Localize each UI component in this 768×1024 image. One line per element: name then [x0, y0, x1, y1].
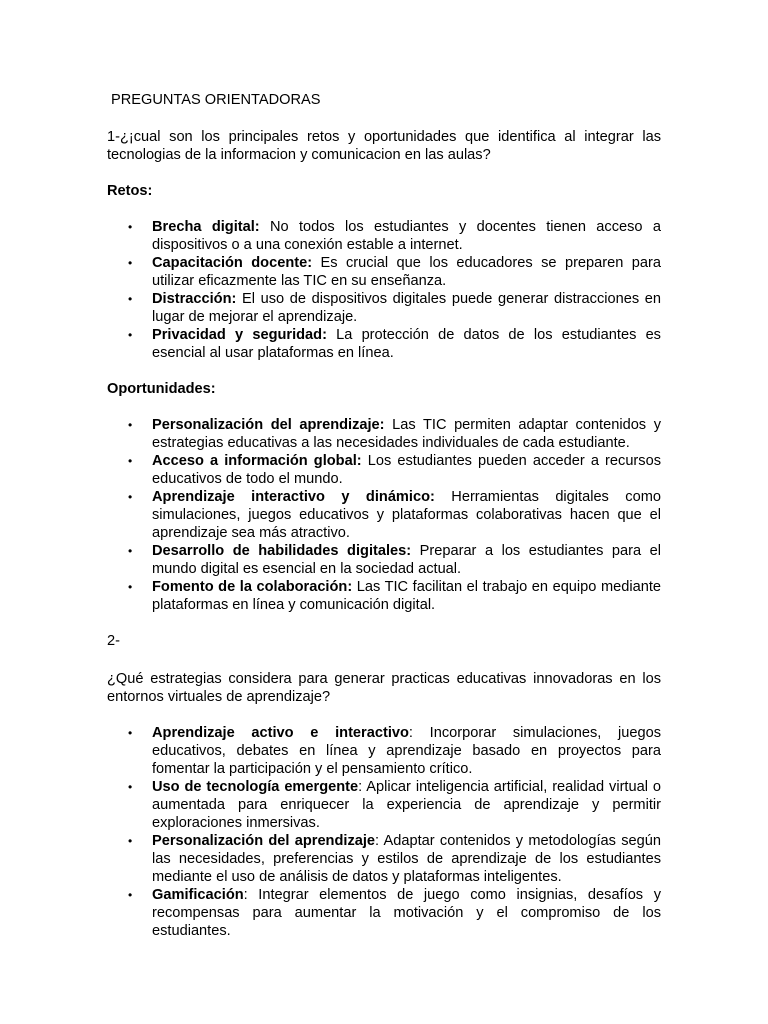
bullet-icon: •	[128, 888, 133, 902]
list-item	[107, 218, 661, 254]
list-item	[107, 886, 661, 940]
item-term: Uso de tecnología emergente	[152, 779, 359, 795]
item-description: No todos los estudiantes y docentes tienen acceso a dispositivos o a una conexión estable a internet.	[152, 219, 661, 253]
bullet-icon: •	[128, 544, 133, 558]
list-item	[107, 724, 661, 778]
item-description: : Aplicar inteligencia artificial, realidad virtual o aumentada para enriquecer la experiencia de aprendizaje y permitir exploraciones inmersivas.	[152, 779, 661, 831]
list-item	[107, 452, 661, 488]
bullet-icon: •	[128, 256, 133, 270]
item-term: Privacidad y seguridad:	[152, 327, 327, 343]
item-term: Acceso a información global:	[152, 453, 362, 469]
list-item	[107, 488, 661, 542]
item-description: El uso de dispositivos digitales puede generar distracciones en lugar de mejorar el aprendizaje.	[152, 291, 661, 325]
list-item	[107, 416, 661, 452]
document-page	[107, 91, 661, 958]
bullet-icon: •	[128, 834, 133, 848]
item-term: Brecha digital:	[152, 219, 260, 235]
bullet-icon: •	[128, 292, 133, 306]
item-term: Desarrollo de habilidades digitales:	[152, 543, 412, 559]
bullet-icon: •	[128, 418, 133, 432]
item-description: : Adaptar contenidos y metodologías según las necesidades, preferencias y estilos de aprendizaje de los estudiantes mediante el uso de análisis de datos y plataformas inteligentes.	[152, 833, 661, 885]
list-item	[107, 832, 661, 886]
item-term: Fomento de la colaboración:	[152, 579, 353, 595]
item-description: Los estudiantes pueden acceder a recursos educativos de todo el mundo.	[152, 453, 662, 487]
bullet-icon: •	[128, 726, 133, 740]
document-title: PREGUNTAS ORIENTADORAS	[111, 92, 321, 108]
question-1: 1-¿¡cual son los principales retos y oportunidades que identifica al integrar las tecnologias de la informacion y comunicacion en las aulas?	[107, 129, 661, 163]
bullet-icon: •	[128, 490, 133, 504]
item-description: La protección de datos de los estudiantes es esencial al usar plataformas en línea.	[152, 327, 661, 361]
item-description: Es crucial que los educadores se preparen para utilizar eficazmente las TIC en su enseñanza.	[152, 255, 662, 289]
bullet-icon: •	[128, 454, 133, 468]
item-term: Distracción:	[152, 291, 237, 307]
item-term: Aprendizaje activo e interactivo	[152, 725, 409, 741]
oportunidades-list	[107, 416, 661, 614]
list-item	[107, 290, 661, 326]
retos-heading: Retos:	[107, 183, 153, 199]
item-description: Las TIC permiten adaptar contenidos y estrategias educativas a las necesidades individuales de cada estudiante.	[152, 417, 661, 451]
question-2-number: 2-	[107, 633, 120, 649]
bullet-icon: •	[128, 220, 133, 234]
item-description: Las TIC facilitan el trabajo en equipo mediante plataformas en línea y comunicación digital.	[152, 579, 661, 613]
item-term: Personalización del aprendizaje	[152, 833, 376, 849]
retos-list	[107, 218, 661, 362]
item-description: : Integrar elementos de juego como insignias, desafíos y recompensas para aumentar la motivación y el compromiso de los estudiantes.	[152, 887, 661, 939]
list-item	[107, 542, 661, 578]
item-description: Herramientas digitales como simulaciones, juegos educativos y plataformas colaborativas hacen que el aprendizaje sea más atractivo.	[152, 489, 661, 541]
item-description: Preparar a los estudiantes para el mundo digital es esencial en la sociedad actual.	[152, 543, 661, 577]
estrategias-list	[107, 724, 661, 940]
bullet-icon: •	[128, 580, 133, 594]
bullet-icon: •	[128, 780, 133, 794]
item-term: Gamificación	[152, 887, 244, 903]
list-item	[107, 578, 661, 614]
list-item	[107, 778, 661, 832]
oportunidades-heading: Oportunidades:	[107, 381, 216, 397]
item-term: Aprendizaje interactivo y dinámico:	[152, 489, 435, 505]
item-description: : Incorporar simulaciones, juegos educativos, debates en línea y aprendizaje basado en proyectos para fomentar la participación y el pensamiento crítico.	[152, 725, 661, 777]
bullet-icon: •	[128, 328, 133, 342]
item-term: Personalización del aprendizaje:	[152, 417, 385, 433]
list-item	[107, 254, 661, 290]
item-term: Capacitación docente:	[152, 255, 313, 271]
list-item	[107, 326, 661, 362]
question-2: ¿Qué estrategias considera para generar practicas educativas innovadoras en los entornos virtuales de aprendizaje?	[107, 671, 661, 705]
